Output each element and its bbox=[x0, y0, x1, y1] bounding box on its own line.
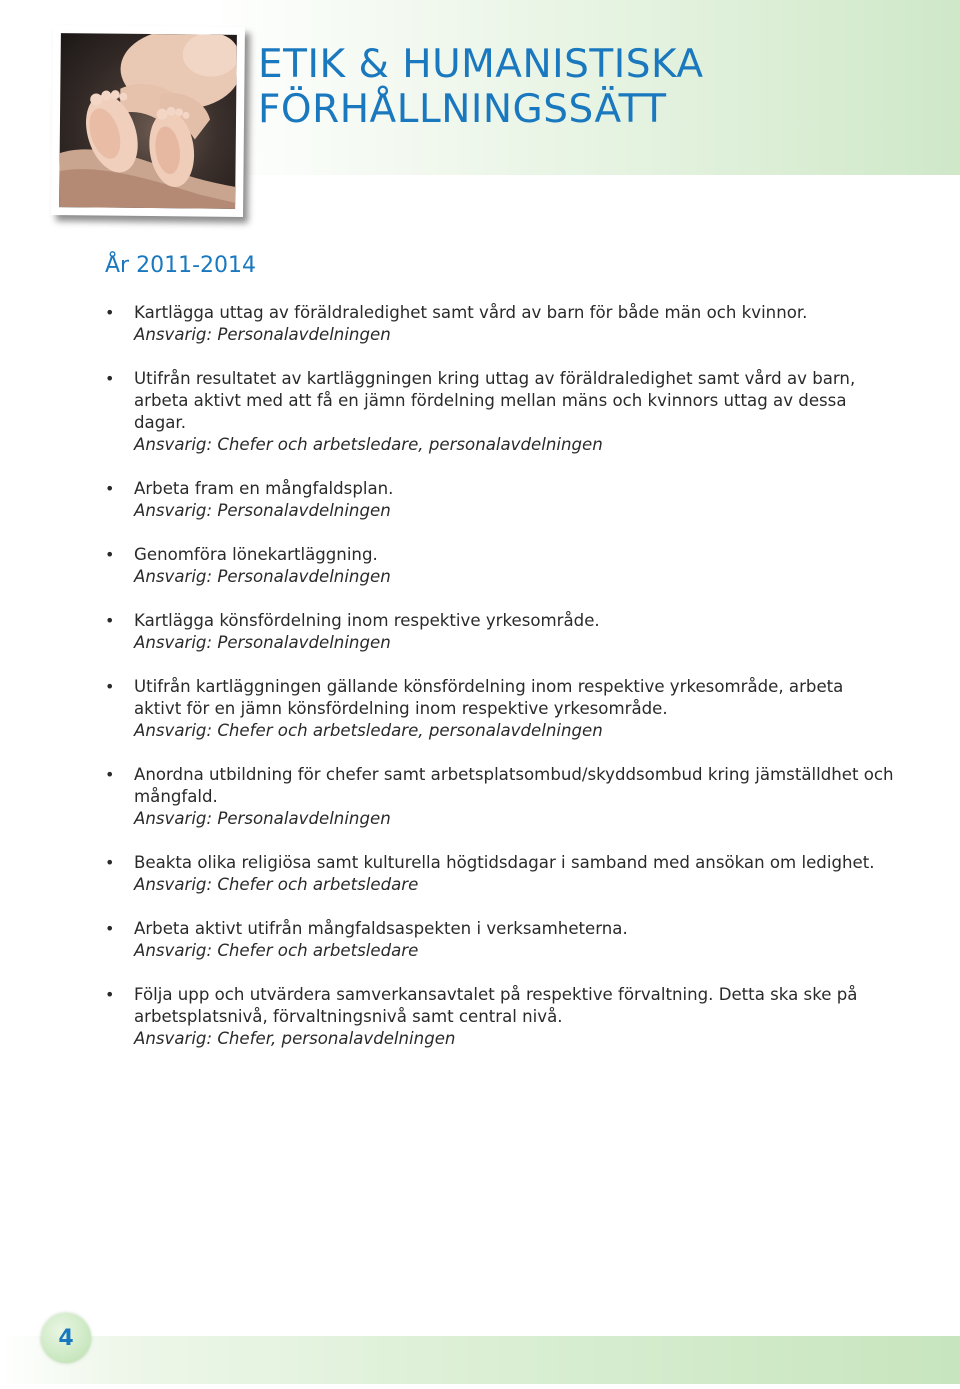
item-text: Kartlägga uttag av föräldraledighet samt vård av barn för både män och kvinnor. bbox=[134, 303, 808, 322]
list-item bbox=[105, 852, 895, 896]
baby-feet-photo bbox=[59, 33, 237, 209]
bullet-icon: • bbox=[105, 677, 115, 696]
bullet-icon: • bbox=[105, 303, 115, 322]
item-text: Beakta olika religiösa samt kulturella högtidsdagar i samband med ansökan om ledighet. bbox=[134, 853, 875, 872]
item-responsible: Ansvarig: Personalavdelningen bbox=[134, 567, 391, 586]
bullet-icon: • bbox=[105, 853, 115, 872]
item-responsible: Ansvarig: Personalavdelningen bbox=[134, 633, 391, 652]
item-responsible: Ansvarig: Chefer och arbetsledare bbox=[134, 875, 419, 894]
item-text: Kartlägga könsfördelning inom respektive yrkesområde. bbox=[134, 611, 600, 630]
item-text: Utifrån resultatet av kartläggningen kring uttag av föräldraledighet samt vård av barn, arbeta aktivt med att få en jämn fördelning mellan mäns och kvinnors uttag av dessa dagar. bbox=[134, 369, 856, 432]
bullet-icon: • bbox=[105, 611, 115, 630]
item-responsible: Ansvarig: Chefer och arbetsledare, personalavdelningen bbox=[134, 721, 603, 740]
bullet-icon: • bbox=[105, 369, 115, 388]
page-title-line2: FÖRHÅLLNINGSSÄTT bbox=[258, 87, 667, 132]
item-text: Arbeta fram en mångfaldsplan. bbox=[134, 479, 394, 498]
bullet-icon: • bbox=[105, 545, 115, 564]
list-item bbox=[105, 918, 895, 962]
bullet-icon: • bbox=[105, 765, 115, 784]
list-item bbox=[105, 984, 895, 1050]
item-responsible: Ansvarig: Chefer, personalavdelningen bbox=[134, 1029, 456, 1048]
item-responsible: Ansvarig: Personalavdelningen bbox=[134, 501, 391, 520]
section-heading: År 2011-2014 bbox=[105, 253, 257, 278]
list-item bbox=[105, 676, 895, 742]
footer-band bbox=[0, 1336, 960, 1384]
item-text: Genomföra lönekartläggning. bbox=[134, 545, 378, 564]
item-responsible: Ansvarig: Chefer och arbetsledare bbox=[134, 941, 419, 960]
list-item bbox=[105, 302, 895, 346]
item-text: Arbeta aktivt utifrån mångfaldsaspekten i verksamheterna. bbox=[134, 919, 628, 938]
item-text: Anordna utbildning för chefer samt arbetsplatsombud/skyddsombud kring jämställdhet och mångfald. bbox=[134, 765, 894, 806]
item-responsible: Ansvarig: Personalavdelningen bbox=[134, 809, 391, 828]
item-text: Följa upp och utvärdera samverkansavtalet på respektive förvaltning. Detta ska ske på arbetsplatsnivå, förvaltningsnivå samt central nivå. bbox=[134, 985, 858, 1026]
list-item bbox=[105, 764, 895, 830]
page-title-line1: ETIK & HUMANISTISKA bbox=[258, 42, 704, 87]
page-number-badge bbox=[41, 1313, 91, 1363]
action-list bbox=[105, 302, 895, 1072]
list-item bbox=[105, 544, 895, 588]
page-title bbox=[258, 42, 704, 132]
bullet-icon: • bbox=[105, 985, 115, 1004]
list-item bbox=[105, 368, 895, 456]
bullet-icon: • bbox=[105, 919, 115, 938]
page-number: 4 bbox=[58, 1325, 74, 1351]
item-responsible: Ansvarig: Personalavdelningen bbox=[134, 325, 391, 344]
bullet-icon: • bbox=[105, 479, 115, 498]
list-item bbox=[105, 610, 895, 654]
item-responsible: Ansvarig: Chefer och arbetsledare, personalavdelningen bbox=[134, 435, 603, 454]
photo-frame bbox=[51, 25, 245, 217]
item-text: Utifrån kartläggningen gällande könsfördelning inom respektive yrkesområde, arbeta aktivt för en jämn könsfördelning inom respektive yrkesområde. bbox=[134, 677, 844, 718]
list-item bbox=[105, 478, 895, 522]
